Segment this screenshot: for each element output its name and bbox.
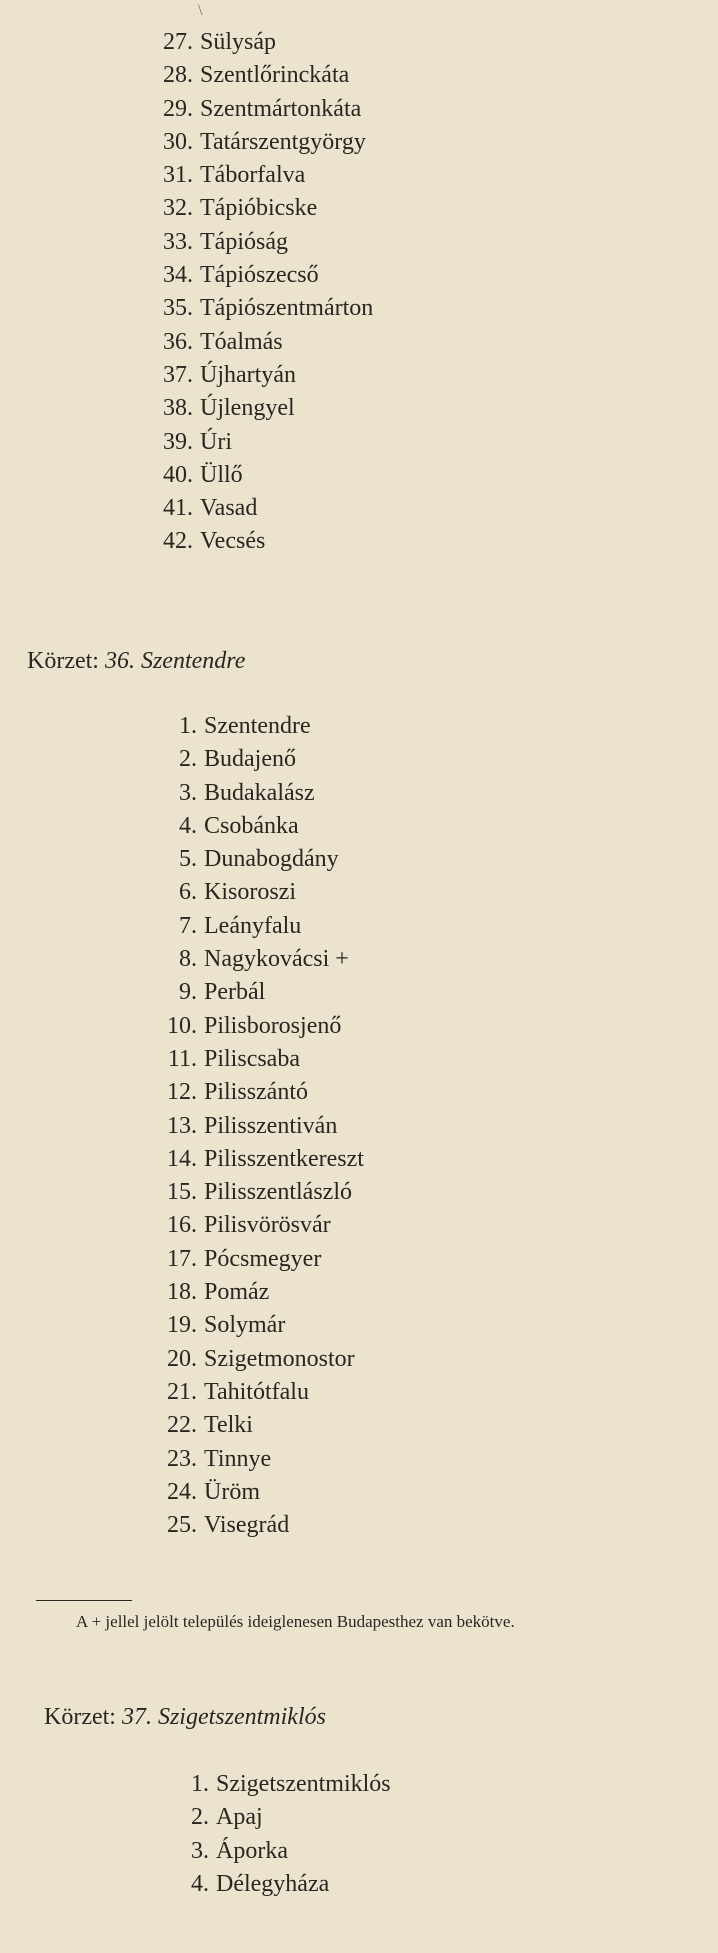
item-number: 22. [167, 1412, 197, 1439]
settlement-name: Pilisszentkereszt [204, 1145, 364, 1172]
settlement-name: Dunabogdány [204, 846, 339, 873]
settlement-name: Szigetszentmiklós [216, 1771, 391, 1797]
settlement-name: Telki [204, 1412, 253, 1439]
section-code: 37. [121, 1704, 152, 1730]
settlement-list-37 [191, 1768, 391, 1901]
item-number: 18. [167, 1279, 197, 1306]
list-item [167, 1176, 364, 1209]
section-name: Szentendre [140, 648, 246, 674]
settlement-name: Tápiószecső [200, 262, 319, 289]
settlement-name: Pilisborosjenő [204, 1012, 342, 1039]
list-item [179, 976, 364, 1009]
settlement-name: Tóalmás [200, 328, 283, 355]
item-number: 34. [163, 262, 193, 289]
settlement-name: Sülysáp [200, 29, 277, 55]
settlement-name: Pomáz [204, 1279, 270, 1306]
item-number: 36. [163, 328, 193, 355]
settlement-name: Újhartyán [200, 361, 296, 388]
settlement-name: Vecsés [200, 528, 266, 555]
list-item [167, 1110, 364, 1143]
list-item [191, 1868, 391, 1901]
settlement-name: Délegyháza [216, 1870, 330, 1897]
list-item [179, 810, 364, 843]
settlement-name: Tinnye [204, 1445, 272, 1472]
settlement-name: Tápiószentmárton [200, 295, 374, 322]
list-item [191, 1835, 391, 1868]
item-number: 7. [179, 912, 197, 939]
list-item [163, 59, 373, 92]
item-number: 9. [179, 979, 197, 1006]
settlement-name: Úri [200, 428, 232, 455]
item-number: 30. [163, 128, 193, 155]
list-item [163, 292, 374, 325]
settlement-name: Pilisvörösvár [204, 1212, 331, 1239]
settlement-name: Vasad [200, 495, 258, 522]
settlement-name: Piliscsaba [204, 1045, 300, 1072]
item-number: 16. [167, 1212, 197, 1239]
item-number: 1. [179, 713, 197, 739]
item-number: 29. [163, 95, 193, 122]
settlement-name: Tahitótfalu [204, 1378, 309, 1405]
item-number: 40. [163, 461, 193, 488]
section-code: 36. [104, 648, 135, 674]
section-label: Körzet: [27, 648, 99, 674]
settlement-name: Kisoroszi [204, 879, 296, 906]
list-item [163, 359, 373, 392]
list-item [179, 743, 364, 776]
item-number: 24. [167, 1478, 197, 1505]
item-number: 33. [163, 228, 193, 255]
list-item [191, 1768, 391, 1801]
list-item [179, 843, 364, 876]
list-item [179, 943, 364, 976]
list-item [167, 1443, 364, 1476]
list-item [163, 159, 373, 192]
item-number: 3. [191, 1837, 209, 1864]
item-number: 37. [163, 361, 193, 388]
item-number: 17. [167, 1245, 197, 1272]
item-number: 10. [167, 1012, 197, 1039]
item-number: 19. [167, 1312, 197, 1339]
list-item [163, 326, 373, 359]
settlement-name: Leányfalu [204, 912, 302, 939]
settlement-name: Szentendre [204, 713, 311, 739]
settlement-name: Pilisszántó [204, 1079, 309, 1106]
item-number: 2. [191, 1804, 209, 1831]
settlement-name: Szentlőrinckáta [200, 62, 350, 89]
settlement-name: Táborfalva [200, 162, 306, 189]
list-item [179, 876, 364, 909]
section-heading-37 [44, 1702, 326, 1732]
footnote: A + jellel jelölt település ideiglenesen Budapesthez van bekötve. [76, 1612, 515, 1631]
item-number: 15. [167, 1179, 197, 1206]
item-number: 41. [163, 495, 193, 522]
list-item [167, 1476, 364, 1509]
list-item [191, 1801, 391, 1834]
list-item [163, 392, 373, 425]
list-item [163, 459, 373, 492]
settlement-name: Áporka [216, 1837, 288, 1864]
list-item [163, 192, 373, 225]
list-item [167, 1043, 364, 1076]
list-item [163, 259, 373, 292]
item-number: 38. [163, 395, 193, 422]
list-item [167, 1309, 364, 1342]
section-heading-36 [27, 646, 245, 676]
settlement-name: Csobánka [204, 812, 299, 839]
settlement-name: Visegrád [204, 1512, 290, 1539]
list-item [163, 492, 373, 525]
item-number: 39. [163, 428, 193, 455]
footnote-rule [36, 1600, 132, 1601]
item-number: 6. [179, 879, 197, 906]
list-item [179, 910, 364, 943]
settlement-name: Pócsmegyer [204, 1245, 322, 1272]
item-number: 28. [163, 62, 193, 89]
list-item [167, 1276, 364, 1309]
list-item [167, 1010, 364, 1043]
item-number: 5. [179, 846, 197, 873]
settlement-name: Budajenő [204, 746, 296, 773]
settlement-name: Tápióság [200, 228, 288, 255]
settlement-name: Újlengyel [200, 395, 295, 422]
list-item [163, 426, 373, 459]
settlement-name: Solymár [204, 1312, 286, 1339]
list-item [179, 710, 364, 743]
section-name: Szigetszentmiklós [157, 1704, 326, 1730]
item-number: 21. [167, 1378, 197, 1405]
item-number: 25. [167, 1512, 197, 1539]
item-number: 32. [163, 195, 193, 222]
item-number: 12. [167, 1079, 197, 1106]
settlement-name: Apaj [216, 1804, 263, 1831]
item-number: 8. [179, 946, 197, 973]
item-number: 2. [179, 746, 197, 773]
list-item [167, 1209, 364, 1242]
list-item [163, 126, 373, 159]
item-number: 14. [167, 1145, 197, 1172]
item-number: 11. [167, 1045, 197, 1072]
list-item [163, 26, 373, 59]
settlement-name: Pilisszentiván [204, 1112, 338, 1139]
list-item [167, 1409, 364, 1442]
settlement-list-35 [163, 26, 374, 559]
list-item [167, 1343, 364, 1376]
list-item [167, 1076, 364, 1109]
list-item [163, 226, 373, 259]
settlement-list-36 [167, 710, 364, 1542]
list-item [167, 1376, 364, 1409]
list-item [163, 525, 373, 558]
settlement-name: Pilisszentlászló [204, 1179, 352, 1206]
settlement-name: Tápióbicske [200, 195, 318, 222]
item-number: 42. [163, 528, 193, 555]
settlement-name: Szigetmonostor [204, 1345, 355, 1372]
settlement-name: Üllő [200, 461, 243, 488]
list-item [167, 1243, 364, 1276]
section-label: Körzet: [44, 1704, 116, 1730]
settlement-name: Tatárszentgyörgy [200, 128, 366, 155]
list-item [167, 1509, 364, 1542]
item-number: 35. [163, 295, 193, 322]
item-number: 4. [191, 1870, 209, 1897]
stray-mark: \ [198, 2, 203, 19]
item-number: 20. [167, 1345, 197, 1372]
settlement-name: Budakalász [204, 779, 315, 806]
item-number: 4. [179, 812, 197, 839]
item-number: 13. [167, 1112, 197, 1139]
settlement-name: Üröm [204, 1478, 260, 1505]
item-number: 1. [191, 1771, 209, 1797]
list-item [163, 93, 373, 126]
item-number: 3. [179, 779, 197, 806]
item-number: 31. [163, 162, 193, 189]
settlement-name: Szentmártonkáta [200, 95, 362, 122]
settlement-name: Perbál [204, 979, 266, 1006]
list-item [179, 777, 364, 810]
item-number: 27. [163, 29, 193, 55]
list-item [167, 1143, 364, 1176]
settlement-name: Nagykovácsi + [204, 946, 349, 973]
item-number: 23. [167, 1445, 197, 1472]
